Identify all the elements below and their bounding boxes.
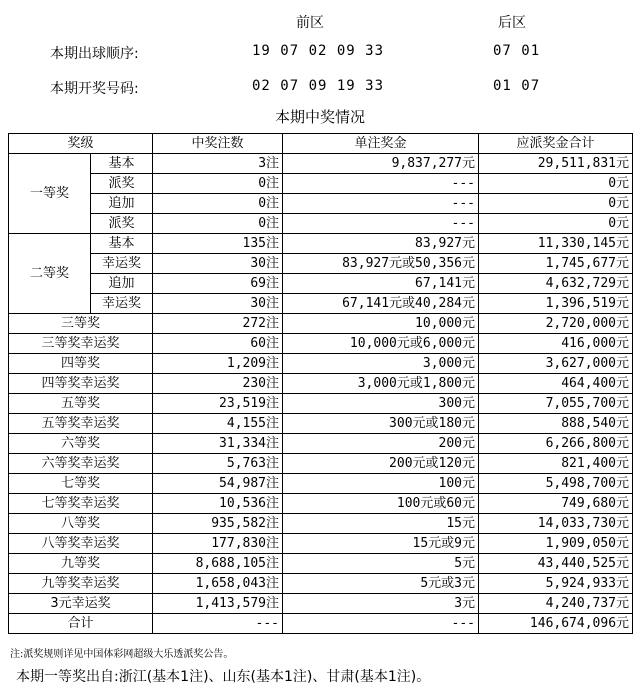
prize-sublevel: 幸运奖 [91,254,153,274]
table-row [9,354,633,374]
winner-count: 60注 [153,334,283,354]
header-level: 奖级 [9,134,153,154]
table-row [9,394,633,414]
prize-total: 29,511,831元 [479,154,633,174]
prize-total: 11,330,145元 [479,234,633,254]
prize-per-ticket: --- [283,194,479,214]
prize-per-ticket: --- [283,214,479,234]
prize-level: 四等奖 [9,354,153,374]
table-row [9,254,633,274]
draw-order-back: 07 01 [493,43,541,59]
prize-total: 2,720,000元 [479,314,633,334]
table-header-row [9,134,633,154]
prize-total: 5,924,933元 [479,574,633,594]
prize-per-ticket: 5元或3元 [283,574,479,594]
prize-total: 821,400元 [479,454,633,474]
prize-per-ticket: 15元 [283,514,479,534]
prize-per-ticket: 300元或180元 [283,414,479,434]
prize-per-ticket: 3元 [283,594,479,614]
prize-level: 七等奖幸运奖 [9,494,153,514]
winner-count: 3注 [153,154,283,174]
prize-total: 4,632,729元 [479,274,633,294]
table-row [9,194,633,214]
winner-count: 30注 [153,294,283,314]
prize-sublevel: 派奖 [91,174,153,194]
winner-count: 1,413,579注 [153,594,283,614]
prize-level: 五等奖 [9,394,153,414]
winning-numbers-label: 本期开奖号码: [50,81,139,97]
winner-count: 230注 [153,374,283,394]
table-row [9,454,633,474]
prize-total: 416,000元 [479,334,633,354]
table-row [9,514,633,534]
front-zone-header: 前区 [296,15,324,31]
winner-count: 5,763注 [153,454,283,474]
winning-numbers-front: 02 07 09 19 33 [252,78,385,94]
prize-level: 五等奖幸运奖 [9,414,153,434]
winner-count: 54,987注 [153,474,283,494]
table-row [9,434,633,454]
table-row [9,554,633,574]
prize-total: 4,240,737元 [479,594,633,614]
prize-level: 八等奖 [9,514,153,534]
table-row [9,534,633,554]
table-row [9,314,633,334]
prize-total: 1,745,677元 [479,254,633,274]
prize-sublevel: 基本 [91,234,153,254]
prize-per-ticket: 200元 [283,434,479,454]
table-row [9,174,633,194]
prize-per-ticket: --- [283,614,479,634]
footnote: 注:派奖规则详见中国体彩网超级大乐透派奖公告。 [10,649,234,660]
prize-level: 六等奖幸运奖 [9,454,153,474]
prize-sublevel: 幸运奖 [91,294,153,314]
prize-per-ticket: 10,000元 [283,314,479,334]
prize-total: 749,680元 [479,494,633,514]
winner-count: 8,688,105注 [153,554,283,574]
winner-count: 69注 [153,274,283,294]
table-row [9,574,633,594]
prize-per-ticket: 83,927元或50,356元 [283,254,479,274]
table-row [9,234,633,254]
prize-per-ticket: 3,000元 [283,354,479,374]
winner-count: 935,582注 [153,514,283,534]
prize-per-ticket: 100元 [283,474,479,494]
winner-count: 0注 [153,214,283,234]
header-count: 中奖注数 [153,134,283,154]
prize-per-ticket: --- [283,174,479,194]
prize-per-ticket: 9,837,277元 [283,154,479,174]
winner-count: 0注 [153,174,283,194]
first-prize-origin: 本期一等奖出自:浙江(基本1注)、山东(基本1注)、甘肃(基本1注)。 [16,669,431,685]
table-row [9,494,633,514]
prize-sublevel: 追加 [91,274,153,294]
prize-total: 1,396,519元 [479,294,633,314]
winner-count: 30注 [153,254,283,274]
winner-count: 0注 [153,194,283,214]
prize-total: 0元 [479,214,633,234]
prize-per-ticket: 83,927元 [283,234,479,254]
winner-count: 177,830注 [153,534,283,554]
prize-level: 三等奖 [9,314,153,334]
prize-level: 八等奖幸运奖 [9,534,153,554]
table-row [9,274,633,294]
table-row [9,594,633,614]
header-prize: 单注奖金 [283,134,479,154]
table-row [9,214,633,234]
prize-per-ticket: 67,141元或40,284元 [283,294,479,314]
prize-total: 0元 [479,194,633,214]
prize-total: 3,627,000元 [479,354,633,374]
winner-count: 4,155注 [153,414,283,434]
section-title: 本期中奖情况 [274,108,365,126]
prize-per-ticket: 200元或120元 [283,454,479,474]
prize-total: 888,540元 [479,414,633,434]
table-row [9,414,633,434]
table-row [9,614,633,634]
prize-level: 七等奖 [9,474,153,494]
prize-total: 6,266,800元 [479,434,633,454]
prize-level: 3元幸运奖 [9,594,153,614]
prize-sublevel: 基本 [91,154,153,174]
prize-total: 5,498,700元 [479,474,633,494]
prize-level: 三等奖幸运奖 [9,334,153,354]
prize-level: 九等奖 [9,554,153,574]
prize-total: 14,033,730元 [479,514,633,534]
table-row [9,334,633,354]
table-row [9,154,633,174]
table-row [9,474,633,494]
winner-count: 1,658,043注 [153,574,283,594]
prize-per-ticket: 5元 [283,554,479,574]
prize-per-ticket: 300元 [283,394,479,414]
prize-per-ticket: 3,000元或1,800元 [283,374,479,394]
prize-total: 43,440,525元 [479,554,633,574]
winner-count: 10,536注 [153,494,283,514]
winner-count: 272注 [153,314,283,334]
prize-total: 146,674,096元 [479,614,633,634]
prize-table [8,133,633,634]
back-zone-header: 后区 [498,15,526,31]
table-row [9,294,633,314]
prize-level: 二等奖 [9,234,91,314]
winner-count: 23,519注 [153,394,283,414]
table-row [9,374,633,394]
prize-level: 九等奖幸运奖 [9,574,153,594]
winning-numbers-back: 01 07 [493,78,541,94]
prize-per-ticket: 10,000元或6,000元 [283,334,479,354]
prize-total: 7,055,700元 [479,394,633,414]
winner-count: 135注 [153,234,283,254]
prize-level: 一等奖 [9,154,91,234]
prize-sublevel: 追加 [91,194,153,214]
draw-order-label: 本期出球顺序: [50,46,139,62]
winner-count: --- [153,614,283,634]
prize-level: 四等奖幸运奖 [9,374,153,394]
prize-total: 1,909,050元 [479,534,633,554]
prize-per-ticket: 100元或60元 [283,494,479,514]
draw-order-front: 19 07 02 09 33 [252,43,385,59]
header-total: 应派奖金合计 [479,134,633,154]
winner-count: 1,209注 [153,354,283,374]
prize-total: 464,400元 [479,374,633,394]
prize-level: 合计 [9,614,153,634]
prize-per-ticket: 15元或9元 [283,534,479,554]
winner-count: 31,334注 [153,434,283,454]
prize-per-ticket: 67,141元 [283,274,479,294]
prize-level: 六等奖 [9,434,153,454]
prize-sublevel: 派奖 [91,214,153,234]
prize-total: 0元 [479,174,633,194]
